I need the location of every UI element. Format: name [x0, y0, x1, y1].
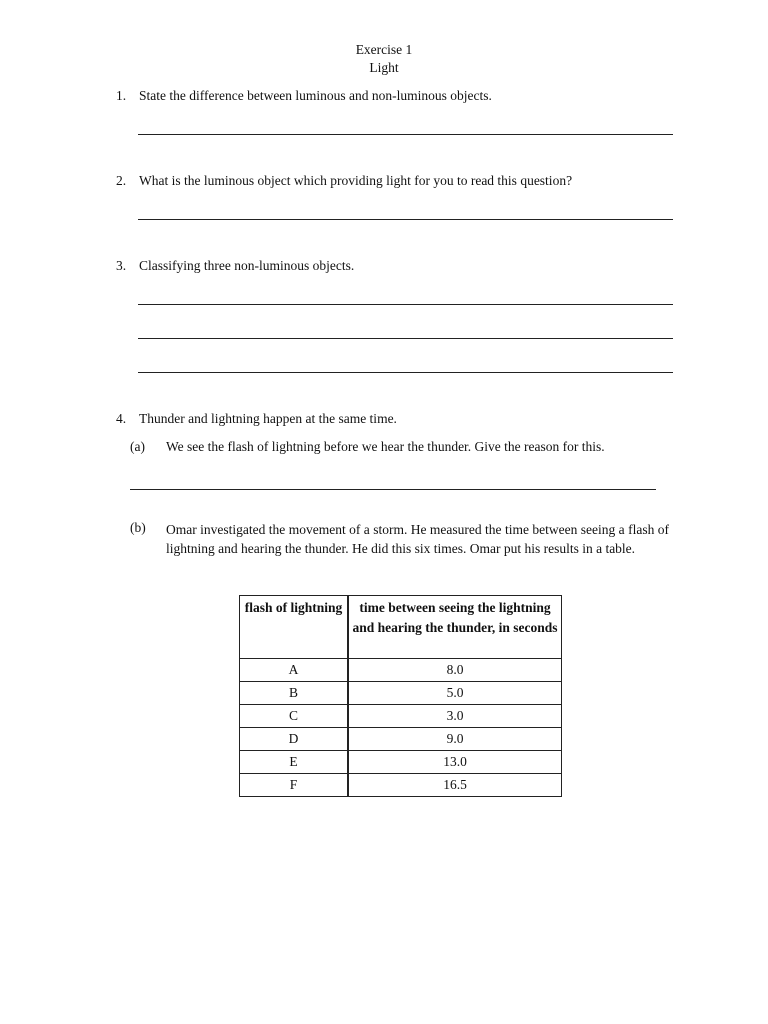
- table-row: [240, 705, 562, 728]
- question-2-number: 2.: [116, 173, 127, 188]
- question-1-number: 1.: [116, 88, 127, 103]
- table-row: [240, 682, 562, 705]
- flash-cell: F: [240, 774, 349, 797]
- time-cell: 16.5: [348, 774, 562, 797]
- results-table: [239, 595, 562, 797]
- question-1-text: State the difference between luminous and non-luminous objects.: [139, 88, 492, 103]
- table-row: [240, 659, 562, 682]
- table-row: [240, 774, 562, 797]
- time-cell: 5.0: [348, 682, 562, 705]
- table-row: [240, 728, 562, 751]
- table-row: [240, 751, 562, 774]
- flash-cell: D: [240, 728, 349, 751]
- table-header-row: [240, 596, 562, 659]
- part-b-text: Omar investigated the movement of a storm. He measured the time between seeing a flash of lightning and hearing the thunder. He did this six times. Omar put his results in a table.: [166, 522, 669, 556]
- answer-line[interactable]: [138, 219, 673, 220]
- time-cell: 3.0: [348, 705, 562, 728]
- question-3-text: Classifying three non-luminous objects.: [139, 258, 355, 273]
- part-a-label: (a): [130, 439, 145, 454]
- question-4-text: Thunder and lightning happen at the same time.: [139, 411, 397, 426]
- answer-line[interactable]: [130, 489, 656, 490]
- flash-cell: B: [240, 682, 349, 705]
- question-3-number: 3.: [116, 258, 127, 273]
- part-a-text: We see the flash of lightning before we hear the thunder. Give the reason for this.: [166, 439, 605, 454]
- answer-line[interactable]: [138, 304, 673, 305]
- answer-line[interactable]: [138, 372, 673, 373]
- flash-cell: A: [240, 659, 349, 682]
- question-2-text: What is the luminous object which providing light for you to read this question?: [139, 173, 573, 188]
- flash-cell: E: [240, 751, 349, 774]
- part-b-label: (b): [130, 520, 146, 535]
- time-cell: 13.0: [348, 751, 562, 774]
- column-header-time: time between seeing the lightning and hearing the thunder, in seconds: [348, 596, 562, 659]
- answer-line[interactable]: [138, 134, 673, 135]
- exercise-subtitle: Light: [369, 60, 399, 75]
- question-4-number: 4.: [116, 411, 127, 426]
- time-cell: 9.0: [348, 728, 562, 751]
- answer-line[interactable]: [138, 338, 673, 339]
- exercise-title: Exercise 1: [355, 42, 413, 57]
- flash-cell: C: [240, 705, 349, 728]
- column-header-flash: flash of lightning: [240, 596, 349, 659]
- time-cell: 8.0: [348, 659, 562, 682]
